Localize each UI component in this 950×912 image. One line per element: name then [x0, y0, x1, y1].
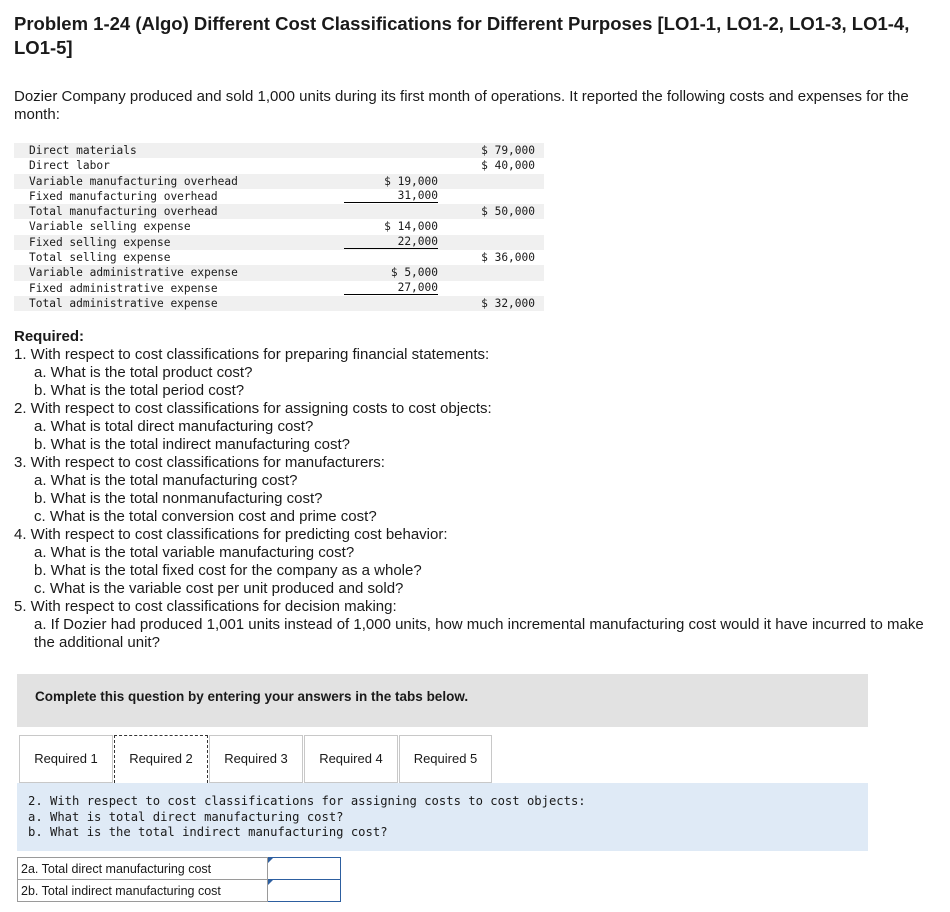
cost-row	[14, 189, 544, 204]
cost-total-value: $ 79,000	[481, 144, 535, 157]
question-5a: a. If Dozier had produced 1,001 units instead of 1,000 units, how much incremental manufacturing cost would it have incurred to make the additional unit?	[34, 616, 924, 651]
cost-total-value: $ 50,000	[481, 205, 535, 219]
question-3b: b. What is the total nonmanufacturing cost?	[34, 490, 323, 507]
cost-label: Direct materials	[29, 144, 137, 157]
panel-question-b: b. What is the total indirect manufacturing cost?	[28, 825, 388, 839]
question-1: 1. With respect to cost classifications for preparing financial statements:	[14, 346, 490, 363]
instruction-bar	[17, 674, 868, 727]
answer-cell	[268, 858, 341, 880]
cost-label: Direct labor	[29, 159, 110, 173]
question-4a: a. What is the total variable manufacturing cost?	[34, 544, 355, 561]
answer-row	[18, 880, 341, 902]
answer-label: 2a. Total direct manufacturing cost	[18, 858, 268, 880]
cost-row	[14, 174, 544, 189]
cost-detail-value: $ 5,000	[390, 266, 438, 280]
question-4b: b. What is the total fixed cost for the company as a whole?	[34, 562, 422, 579]
tab-required-3[interactable]: Required 3	[209, 735, 303, 783]
question-1a: a. What is the total product cost?	[34, 364, 253, 381]
cost-total-value: $ 32,000	[481, 296, 535, 310]
cost-table	[14, 143, 544, 311]
question-3: 3. With respect to cost classifications for manufacturers:	[14, 454, 385, 471]
cost-row	[14, 250, 544, 265]
tab-required-2[interactable]: Required 2	[114, 735, 208, 783]
cost-label: Fixed selling expense	[29, 235, 171, 249]
instruction-text: Complete this question by entering your answers in the tabs below.	[35, 689, 469, 704]
question-3c: c. What is the total conversion cost and prime cost?	[34, 508, 377, 525]
question-2: 2. With respect to cost classifications for assigning costs to cost objects:	[14, 400, 492, 417]
tab-panel	[17, 783, 868, 851]
cost-label: Variable selling expense	[29, 220, 191, 234]
cost-row	[14, 281, 544, 296]
answer-label: 2b. Total indirect manufacturing cost	[18, 880, 268, 902]
cost-row	[14, 235, 544, 250]
cost-label: Total selling expense	[29, 251, 171, 265]
input-marker-icon	[268, 858, 273, 863]
panel-question: 2. With respect to cost classifications for assigning costs to cost objects:	[28, 794, 586, 808]
cost-row	[14, 143, 544, 158]
cost-total-value: $ 36,000	[481, 251, 535, 265]
cost-row	[14, 219, 544, 234]
cost-row	[14, 204, 544, 219]
cost-row	[14, 158, 544, 173]
cost-label: Fixed manufacturing overhead	[29, 189, 218, 203]
question-4c: c. What is the variable cost per unit produced and sold?	[34, 580, 404, 597]
required-questions	[14, 328, 939, 652]
tab-required-1[interactable]: Required 1	[19, 735, 113, 783]
cost-label: Total administrative expense	[29, 296, 218, 310]
cost-detail-value: $ 19,000	[384, 174, 438, 188]
cost-label: Fixed administrative expense	[29, 281, 218, 295]
question-2b: b. What is the total indirect manufacturing cost?	[34, 436, 350, 453]
cost-detail-value: 27,000	[344, 281, 438, 296]
cost-label: Total manufacturing overhead	[29, 205, 218, 219]
problem-intro: Dozier Company produced and sold 1,000 units during its first month of operations. It reported the following costs and expenses for the month:	[14, 88, 909, 123]
question-2a: a. What is total direct manufacturing cost?	[34, 418, 314, 435]
required-heading: Required:	[14, 328, 85, 345]
cost-detail-value: $ 14,000	[384, 220, 438, 234]
question-5: 5. With respect to cost classifications for decision making:	[14, 598, 397, 615]
indirect-manufacturing-cost-input[interactable]	[268, 881, 340, 901]
cost-detail-value: 22,000	[344, 235, 438, 250]
tab-required-5[interactable]: Required 5	[399, 735, 492, 783]
answer-cell	[268, 880, 341, 902]
cost-label: Variable manufacturing overhead	[29, 174, 238, 188]
question-3a: a. What is the total manufacturing cost?	[34, 472, 298, 489]
cost-row	[14, 296, 544, 311]
answer-table	[17, 857, 341, 902]
tab-required-4[interactable]: Required 4	[304, 735, 398, 783]
cost-total-value: $ 40,000	[481, 159, 535, 173]
input-marker-icon	[268, 880, 273, 885]
question-4: 4. With respect to cost classifications for predicting cost behavior:	[14, 526, 448, 543]
page-title: Problem 1-24 (Algo) Different Cost Classifications for Different Purposes [LO1-1, LO1-2, LO1-3, LO1-4, LO1-5]	[14, 13, 910, 58]
answer-row	[18, 858, 341, 880]
cost-label: Variable administrative expense	[29, 266, 238, 280]
cost-detail-value: 31,000	[344, 189, 438, 204]
panel-question-a: a. What is total direct manufacturing cost?	[28, 809, 344, 824]
direct-manufacturing-cost-input[interactable]	[268, 859, 340, 879]
question-1b: b. What is the total period cost?	[34, 382, 245, 399]
cost-row	[14, 265, 544, 280]
